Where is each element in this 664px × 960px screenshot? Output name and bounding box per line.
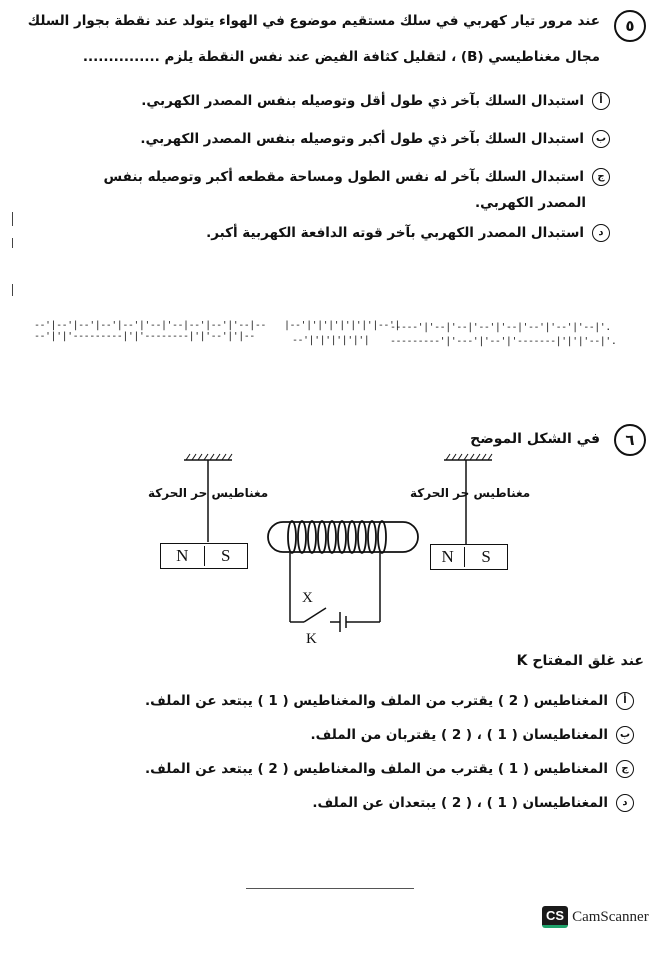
- option-c-continued: [22, 190, 586, 216]
- option-badge: أ: [592, 92, 610, 110]
- option-text: استبدال السلك بآخر ذي طول أقل وتوصيله بنفس المصدر الكهربي.: [141, 93, 584, 109]
- option-text: المغناطيسان ( 1 ) ، ( 2 ) يبتعدان عن الملف.: [312, 795, 608, 811]
- option-badge: د: [616, 794, 634, 812]
- option-badge: ب: [616, 726, 634, 744]
- option-text: المغناطيس ( 2 ) يقترب من الملف والمغناطيس ( 1 ) يبتعد عن الملف.: [145, 693, 608, 709]
- option-text: استبدال السلك بآخر ذي طول أكبر وتوصيله بنفس المصدر الكهربي.: [140, 131, 584, 147]
- option-badge: أ: [616, 692, 634, 710]
- margin-mark: [12, 238, 13, 248]
- option-badge: ج: [616, 760, 634, 778]
- option-d[interactable]: [22, 790, 634, 816]
- option-text: المغناطيس ( 1 ) يقترب من الملف والمغناطيس ( 2 ) يبتعد عن الملف.: [145, 761, 608, 777]
- option-c[interactable]: [22, 756, 634, 782]
- option-b[interactable]: [22, 722, 634, 748]
- option-a[interactable]: [22, 688, 634, 714]
- south-pole-label: S: [204, 546, 248, 566]
- scribble-mid-top: |--'|'|'|'|'|'|'|--'|: [284, 320, 400, 331]
- margin-mark: [12, 284, 13, 296]
- option-c[interactable]: [22, 164, 610, 190]
- margin-mark: [12, 212, 13, 226]
- switch-label-x: X: [302, 590, 313, 606]
- switch-label-k: K: [306, 631, 317, 647]
- option-text: استبدال المصدر الكهربي بآخر قوته الدافعة الكهربية أكبر.: [206, 225, 584, 241]
- option-a[interactable]: [22, 88, 610, 114]
- scribble-left-top: --'|--'|--'|--'|--'|'--|'--|--'|--'|'--|--: [34, 320, 266, 331]
- option-text: المغناطيسان ( 1 ) ، ( 2 ) يقتربان من الملف.: [310, 727, 608, 743]
- question-number: ٥: [614, 10, 646, 42]
- question-stem-line-1: عند مرور تيار كهربي في سلك مستقيم موضوع في الهواء يتولد عند نقطة بجوار السلك: [27, 13, 600, 29]
- bottom-rule: [246, 888, 414, 889]
- magnet-1-label: مغناطيس حر الحركة: [148, 486, 269, 500]
- option-text: استبدال السلك بآخر له نفس الطول ومساحة مقطعه أكبر وتوصيله بنفس: [103, 169, 584, 185]
- scribble-left-bottom: --'|'|'---------|'|'--------|'|'--'|'|--: [34, 331, 255, 342]
- camscanner-logo-icon: CS: [542, 906, 568, 928]
- option-b[interactable]: [22, 126, 610, 152]
- scribble-right-top: -----'|'--|'--|'--'|'--|'--'|'--'|'--|'.: [390, 322, 611, 333]
- sub-question-stem: عند غلق المفتاح K: [516, 653, 644, 669]
- south-pole-label: S: [464, 547, 507, 567]
- solenoid-diagram: [0, 440, 664, 650]
- north-pole-label: N: [441, 547, 454, 566]
- option-text: المصدر الكهربي.: [474, 195, 586, 211]
- magnet-2: [430, 544, 508, 570]
- scribble-right-bottom: ---------'|'---'|'--'|'-------|'|'|'--|'.: [390, 336, 617, 347]
- option-badge: د: [592, 224, 610, 242]
- question-number: ٦: [614, 424, 646, 456]
- camscanner-watermark: [542, 906, 649, 928]
- north-pole-label: N: [176, 546, 189, 565]
- magnet-2-label: مغناطيس حر الحركة: [410, 486, 531, 500]
- question-stem-line-2: مجال مغناطيسي (B) ، لتقليل كثافة الفيض عند نفس النقطة يلزم ...............: [82, 49, 600, 65]
- option-d[interactable]: [22, 220, 610, 246]
- question-6-options: [22, 648, 646, 828]
- camscanner-brand: CamScanner: [572, 908, 649, 925]
- option-badge: ب: [592, 130, 610, 148]
- question-5: [22, 8, 646, 248]
- question-stem: في الشكل الموضح: [470, 431, 600, 447]
- scribble-mid-bottom: --'|'|'|'|'|'|: [292, 335, 370, 346]
- option-badge: ج: [592, 168, 610, 186]
- magnet-1: [160, 543, 248, 569]
